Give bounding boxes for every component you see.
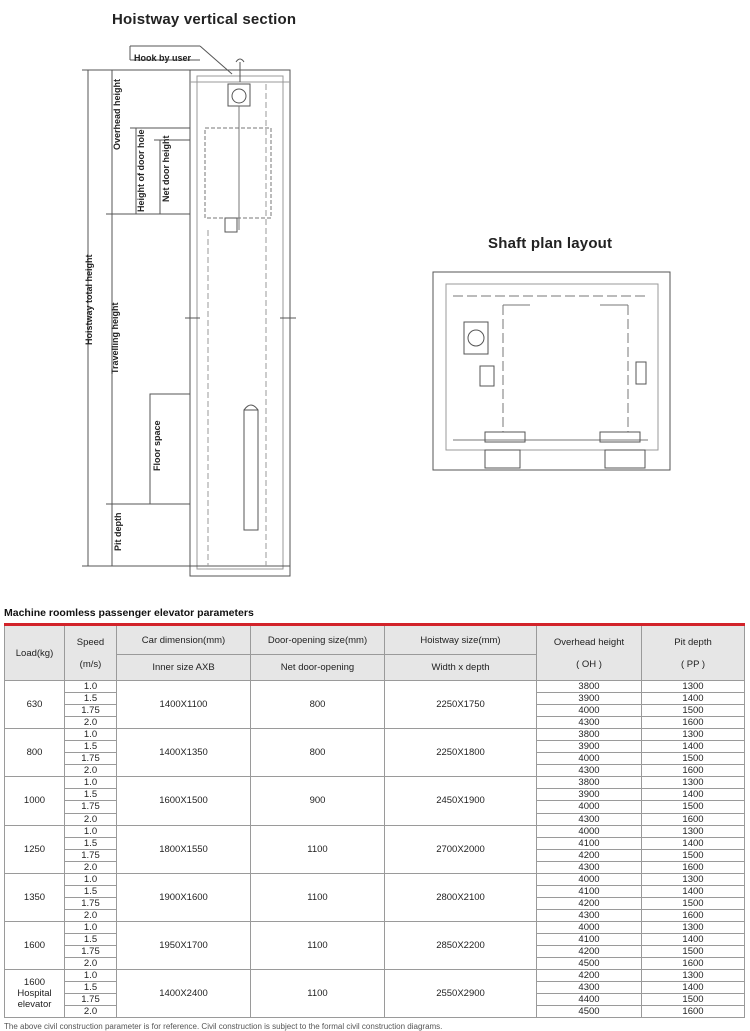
speed-cell: 1.75 — [65, 946, 117, 958]
door-opening-cell: 800 — [251, 729, 385, 777]
pit-depth-cell: 1600 — [642, 909, 745, 921]
overhead-height-cell: 4000 — [537, 825, 642, 837]
speed-cell: 1.0 — [65, 873, 117, 885]
overhead-height-cell: 3900 — [537, 693, 642, 705]
pit-depth-cell: 1400 — [642, 693, 745, 705]
speed-cell: 1.5 — [65, 741, 117, 753]
door-opening-cell: 1100 — [251, 825, 385, 873]
pit-depth-cell: 1500 — [642, 801, 745, 813]
speed-cell: 2.0 — [65, 958, 117, 970]
load-cell: 1600 Hospital elevator — [5, 970, 65, 1018]
car-dimension-cell: 1600X1500 — [117, 777, 251, 825]
pit-depth-cell: 1500 — [642, 705, 745, 717]
pit-depth-cell: 1400 — [642, 982, 745, 994]
speed-cell: 1.75 — [65, 753, 117, 765]
speed-cell: 2.0 — [65, 909, 117, 921]
pit-depth-cell: 1400 — [642, 789, 745, 801]
speed-cell: 1.75 — [65, 705, 117, 717]
header-net-door-opening: Net door-opening — [251, 655, 385, 681]
load-cell: 800 — [5, 729, 65, 777]
overhead-height-cell: 4300 — [537, 861, 642, 873]
table-row — [5, 873, 745, 885]
table-row — [5, 970, 745, 982]
header-width-depth: Width x depth — [385, 655, 537, 681]
hoistway-total-height-label: Hoistway total height — [84, 254, 94, 345]
overhead-height-cell: 4100 — [537, 885, 642, 897]
overhead-height-cell: 4400 — [537, 994, 642, 1006]
pit-depth-cell: 1300 — [642, 970, 745, 982]
hoistway-inner-wall — [197, 76, 283, 569]
pit-depth-cell: 1400 — [642, 933, 745, 945]
car-dimension-cell: 1400X1350 — [117, 729, 251, 777]
header-overhead-height: Overhead height ( OH ) — [537, 625, 642, 681]
net-door-height-label: Net door height — [161, 135, 171, 202]
overhead-height-cell: 4000 — [537, 753, 642, 765]
overhead-height-cell: 4300 — [537, 982, 642, 994]
speed-cell: 1.75 — [65, 897, 117, 909]
speed-cell: 1.75 — [65, 849, 117, 861]
overhead-height-cell: 4500 — [537, 1006, 642, 1018]
speed-cell: 1.0 — [65, 970, 117, 982]
hoistway-size-cell: 2800X2100 — [385, 873, 537, 921]
header-pit-depth: Pit depth ( PP ) — [642, 625, 745, 681]
pit-depth-cell: 1500 — [642, 897, 745, 909]
speed-cell: 1.0 — [65, 825, 117, 837]
pit-depth-cell: 1500 — [642, 849, 745, 861]
footnote: The above civil construction parameter is for reference. Civil construction is subject to the formal civil construction diagrams. — [4, 1022, 443, 1031]
header-door-opening: Door-opening size(mm) — [251, 625, 385, 655]
load-cell: 1350 — [5, 873, 65, 921]
speed-cell: 1.75 — [65, 994, 117, 1006]
header-car-dimension: Car dimension(mm) — [117, 625, 251, 655]
door-hole-height-label: Height of door hole — [136, 129, 146, 212]
speed-cell: 2.0 — [65, 813, 117, 825]
car-dimension-cell: 1950X1700 — [117, 921, 251, 969]
speed-cell: 2.0 — [65, 717, 117, 729]
pit-depth-cell: 1400 — [642, 837, 745, 849]
overhead-height-cell: 4300 — [537, 813, 642, 825]
travelling-height-label: Travelling height — [110, 302, 120, 374]
elevator-parameters-table — [4, 623, 745, 1018]
overhead-height-cell: 4000 — [537, 873, 642, 885]
speed-cell: 1.0 — [65, 921, 117, 933]
overhead-height-cell: 4500 — [537, 958, 642, 970]
speed-cell: 1.75 — [65, 801, 117, 813]
overhead-height-cell: 4200 — [537, 897, 642, 909]
overhead-height-cell: 4300 — [537, 765, 642, 777]
header-car-inner-size: Inner size AXB — [117, 655, 251, 681]
car-dimension-cell: 1900X1600 — [117, 873, 251, 921]
header-speed: Speed (m/s) — [65, 625, 117, 681]
overhead-height-cell: 3900 — [537, 789, 642, 801]
hoistway-size-cell: 2850X2200 — [385, 921, 537, 969]
car-dimension-cell: 1400X2400 — [117, 970, 251, 1018]
pit-depth-label: Pit depth — [113, 512, 123, 551]
speed-cell: 1.0 — [65, 777, 117, 789]
pit-depth-cell: 1500 — [642, 994, 745, 1006]
overhead-height-label: Overhead height — [112, 78, 122, 150]
speed-cell: 1.5 — [65, 885, 117, 897]
car-dimension-cell: 1400X1100 — [117, 681, 251, 729]
door-opening-cell: 900 — [251, 777, 385, 825]
speed-cell: 1.5 — [65, 982, 117, 994]
hoistway-size-cell: 2450X1900 — [385, 777, 537, 825]
speed-cell: 1.0 — [65, 681, 117, 693]
speed-cell: 1.5 — [65, 693, 117, 705]
table-row — [5, 777, 745, 789]
overhead-height-cell: 4100 — [537, 837, 642, 849]
overhead-height-cell: 3900 — [537, 741, 642, 753]
pit-depth-cell: 1600 — [642, 861, 745, 873]
pit-depth-cell: 1400 — [642, 885, 745, 897]
pit-depth-cell: 1400 — [642, 741, 745, 753]
load-cell: 1250 — [5, 825, 65, 873]
vertical-section-title: Hoistway vertical section — [112, 11, 297, 28]
pit-depth-cell: 1300 — [642, 777, 745, 789]
load-cell: 1600 — [5, 921, 65, 969]
load-cell: 1000 — [5, 777, 65, 825]
car-dimension-cell: 1800X1550 — [117, 825, 251, 873]
table-row — [5, 825, 745, 837]
pit-depth-cell: 1600 — [642, 717, 745, 729]
table-row — [5, 729, 745, 741]
pit-depth-cell: 1300 — [642, 873, 745, 885]
speed-cell: 2.0 — [65, 861, 117, 873]
overhead-height-cell: 4000 — [537, 921, 642, 933]
overhead-height-cell: 3800 — [537, 777, 642, 789]
floor-space-label: Floor space — [152, 420, 162, 471]
speed-cell: 1.5 — [65, 789, 117, 801]
overhead-height-cell: 4200 — [537, 849, 642, 861]
table-title: Machine roomless passenger elevator parameters — [4, 607, 254, 619]
door-opening-cell: 1100 — [251, 921, 385, 969]
table-body — [5, 681, 745, 1018]
speed-cell: 2.0 — [65, 765, 117, 777]
table-row — [5, 681, 745, 693]
pit-depth-cell: 1500 — [642, 946, 745, 958]
header-hoistway-size: Hoistway size(mm) — [385, 625, 537, 655]
speed-cell: 1.5 — [65, 837, 117, 849]
hoistway-size-cell: 2700X2000 — [385, 825, 537, 873]
hoistway-size-cell: 2250X1800 — [385, 729, 537, 777]
door-opening-cell: 1100 — [251, 873, 385, 921]
overhead-height-cell: 4000 — [537, 801, 642, 813]
shaft-plan-title: Shaft plan layout — [488, 235, 613, 252]
pit-depth-cell: 1600 — [642, 765, 745, 777]
load-cell: 630 — [5, 681, 65, 729]
pit-depth-cell: 1300 — [642, 921, 745, 933]
speed-cell: 1.0 — [65, 729, 117, 741]
header-load: Load(kg) — [5, 625, 65, 681]
hoistway-size-cell: 2250X1750 — [385, 681, 537, 729]
pit-depth-cell: 1600 — [642, 958, 745, 970]
pit-depth-cell: 1600 — [642, 1006, 745, 1018]
speed-cell: 1.5 — [65, 933, 117, 945]
overhead-height-cell: 4200 — [537, 970, 642, 982]
pit-depth-cell: 1300 — [642, 825, 745, 837]
overhead-height-cell: 4200 — [537, 946, 642, 958]
overhead-height-cell: 4300 — [537, 717, 642, 729]
table-row — [5, 921, 745, 933]
hook-label: Hook by user — [134, 53, 192, 63]
pit-depth-cell: 1500 — [642, 753, 745, 765]
overhead-height-cell: 3800 — [537, 681, 642, 693]
speed-cell: 2.0 — [65, 1006, 117, 1018]
overhead-height-cell: 3800 — [537, 729, 642, 741]
overhead-height-cell: 4000 — [537, 705, 642, 717]
pit-depth-cell: 1300 — [642, 681, 745, 693]
pit-depth-cell: 1600 — [642, 813, 745, 825]
pit-depth-cell: 1300 — [642, 729, 745, 741]
overhead-height-cell: 4300 — [537, 909, 642, 921]
hoistway-size-cell: 2550X2900 — [385, 970, 537, 1018]
door-opening-cell: 1100 — [251, 970, 385, 1018]
door-opening-cell: 800 — [251, 681, 385, 729]
overhead-height-cell: 4100 — [537, 933, 642, 945]
